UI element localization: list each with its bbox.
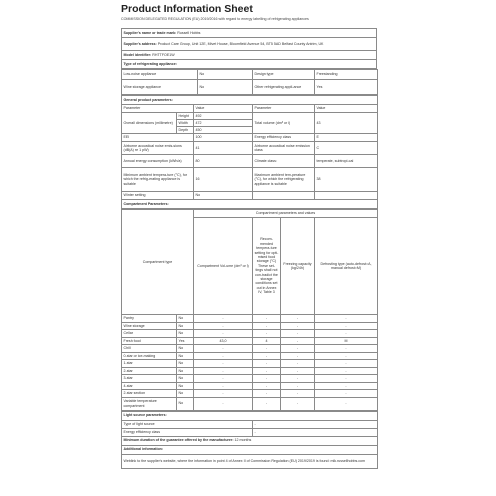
additional-info [122,454,378,468]
general-value: C [315,142,378,155]
compartment-cell: No [177,390,194,398]
compartment-cell: No [177,382,194,390]
light-param: Energy efficiency class [122,428,253,436]
type-cell: Freestanding [315,70,378,80]
model-row [122,51,377,60]
type-cell: Other refrigerating appli-ance [253,80,315,95]
compartment-cell: M [315,337,378,345]
general-value: 41 [194,142,253,155]
general-value: E [315,134,378,142]
compartment-cell: - [315,367,378,375]
general-param: Winter setting [122,192,194,200]
compartment-cell: - [194,315,253,323]
compartment-row [122,330,378,338]
compartment-cell: 3-star [122,375,177,383]
col-temperature: Recom-mended tempera-ture setting for opti-mised food storage (°C) These set-tings shall not con-tradict the storage conditions set out in Annex IV, Table 3 [253,218,281,315]
compartment-cell: - [253,375,281,383]
height-value: 492 [194,113,253,120]
compartment-cell: - [315,330,378,338]
depth-value: 450 [194,127,253,134]
additional-heading: Additional information: [122,445,378,454]
compartment-cell: - [281,360,315,368]
compartment-row [122,397,378,410]
compartment-cell: 1-star [122,360,177,368]
compartment-cell: - [253,352,281,360]
value-header: Value [315,105,378,113]
total-volume-value: 43 [315,113,378,134]
additional-text: Weblink to the supplier's website, where the information in point 4 of Annex II of Commission Regulation (EU) 2019/2019 is found: [123,458,330,463]
overall-dimensions-label: Overall dimensions (millimetre) [122,113,177,134]
compartment-cell: - [315,352,378,360]
compartment-cell: - [253,382,281,390]
compartment-cell: - [253,360,281,368]
compartment-cell: - [281,322,315,330]
type-cell: No [198,70,253,80]
compartment-cell: No [177,345,194,353]
compartment-row [122,337,378,345]
compartment-row [122,322,378,330]
compartment-cell: - [253,315,281,323]
compartment-cell: Chill [122,345,177,353]
compartment-cell: No [177,360,194,368]
height-label: Height [177,113,194,120]
compartment-cell: - [281,390,315,398]
compartment-cell: - [315,315,378,323]
light-value: - [253,428,378,436]
compartment-group-header: Compartment parameters and values [194,210,378,218]
type-cell: No [198,80,253,95]
width-label: Width [177,120,194,127]
width-value: 472 [194,120,253,127]
general-param: Airborne acoustical noise emission class [253,142,315,155]
value-header: Value [194,105,253,113]
compartment-table [121,209,378,411]
model-label: Model identifier: [123,52,152,57]
supplier-table [121,28,377,69]
guarantee-label: Minimum duration of the guarantee offered by the manufacturer: [123,438,234,443]
compartment-cell: No [177,352,194,360]
compartment-cell: No [177,397,194,410]
general-value: 38 [315,168,378,192]
light-table [121,411,378,469]
compartment-cell: Variable temperature compartment [122,397,177,410]
compartment-cell: - [253,397,281,410]
compartment-cell: - [194,375,253,383]
general-table [121,95,378,209]
col-compartment-type: Compartment type [122,210,194,315]
col-defrost: Defrosting type (auto-defrost=A, manual defrost=M) [315,218,378,315]
compartment-cell: - [194,322,253,330]
type-cell: Design type [253,70,315,80]
compartment-row [122,360,378,368]
compartment-cell: Fresh food [122,337,177,345]
compartment-cell: - [281,330,315,338]
product-info-sheet [121,0,377,496]
compartment-cell: - [253,330,281,338]
type-cell: Low-noise appliance [122,70,198,80]
compartment-row [122,382,378,390]
regulation-subtitle: COMMISSION DELEGATED REGULATION (EU) 2019/2016 with regard to energy labelling of refrigerating appliances [121,17,309,21]
compartment-cell: - [315,360,378,368]
compartment-cell: - [281,315,315,323]
general-param: Maximum ambient tem-perature (°C), for which the refrigerating appliance is suitable [253,168,315,192]
compartment-cell: - [315,397,378,410]
type-table [121,69,378,95]
light-param: Type of light source [122,420,253,428]
compartment-cell: - [315,322,378,330]
general-value: 16 [194,168,253,192]
compartment-cell: Pantry [122,315,177,323]
page-title: Product Information Sheet [121,3,253,15]
compartment-cell: - [253,367,281,375]
compartment-cell: - [281,375,315,383]
compartment-cell: - [194,367,253,375]
col-freezing: Freezing capacity (kg/24h) [281,218,315,315]
general-param: Minimum ambient tempera-ture (°C), for which the refrig-erating appliance is suitable [122,168,194,192]
general-param: Energy efficiency class [253,134,315,142]
compartment-cell: - [253,322,281,330]
compartment-cell: - [194,345,253,353]
compartment-cell: - [315,390,378,398]
supplier-address-row [122,38,377,51]
general-value: No [194,192,253,200]
compartment-row [122,375,378,383]
compartment-cell: Cellar [122,330,177,338]
compartment-cell: - [281,397,315,410]
param-header: Parameter [122,105,194,113]
param-header: Parameter [253,105,315,113]
supplier-address-value: Product Care Group, Unit 12E, Mivet House, Bloomfield Avenue 54, BT5 5AD Belfast County Antrim, UK [157,41,324,46]
compartment-cell: - [194,330,253,338]
compartment-row [122,352,378,360]
model-value: RHTTFOE1W [152,52,175,57]
compartment-heading: Compartment Parameters: [122,200,378,209]
general-value: 100 [194,134,253,142]
compartment-cell: - [281,337,315,345]
compartment-cell: 4 [253,337,281,345]
compartment-cell: - [194,360,253,368]
type-cell: Wine storage appliance [122,80,198,95]
website-link[interactable]: mlk.russellhobbs.com [330,458,366,463]
general-param: EEI [122,134,194,142]
compartment-cell: 2-star section [122,390,177,398]
general-value: 80 [194,155,253,168]
supplier-name-label: Supplier's name or trade mark: [123,30,177,35]
supplier-address-label: Supplier's address: [123,41,157,46]
guarantee-value: 12 months [234,438,252,443]
type-heading: Type of refrigerating appliance: [122,60,377,69]
compartment-cell: - [194,390,253,398]
compartment-cell: - [194,397,253,410]
compartment-cell: Wine storage [122,322,177,330]
compartment-cell: - [315,345,378,353]
general-param: Airborne acoustical noise emis-sions (dB(A) re 1 pW) [122,142,194,155]
compartment-cell: - [281,382,315,390]
compartment-cell: Yes [177,337,194,345]
light-heading: Light source parameters: [122,411,378,420]
general-value [315,192,378,200]
general-heading: General product parameters: [122,96,378,105]
compartment-cell: - [253,390,281,398]
compartment-row [122,390,378,398]
compartment-row [122,315,378,323]
compartment-cell: - [194,382,253,390]
supplier-name-value: Russell Hobbs [177,30,201,35]
compartment-cell: - [194,352,253,360]
depth-label: Depth [177,127,194,134]
compartment-cell: No [177,330,194,338]
compartment-cell: No [177,322,194,330]
compartment-row [122,345,378,353]
compartment-cell: - [281,367,315,375]
compartment-cell: No [177,367,194,375]
general-value: temperate, subtropi-cal [315,155,378,168]
compartment-cell: 43,0 [194,337,253,345]
compartment-row [122,367,378,375]
compartment-cell: - [253,345,281,353]
general-param [253,192,315,200]
total-volume-label: Total volume (dm³ or l) [253,113,315,134]
general-param: Climate class: [253,155,315,168]
compartment-cell: 4-star [122,382,177,390]
compartment-cell: No [177,375,194,383]
compartment-cell: No [177,315,194,323]
compartment-cell: - [281,345,315,353]
light-value: - [253,420,378,428]
col-volume: Compartment Vol-ume (dm³ or l) [194,218,253,315]
compartment-cell: - [281,352,315,360]
compartment-cell: 2-star [122,367,177,375]
guarantee-row [122,436,378,445]
supplier-name-row [122,29,377,38]
compartment-cell: 0-star or ice-making [122,352,177,360]
compartment-cell: - [315,382,378,390]
compartment-cell: - [315,375,378,383]
general-param: Annual energy consumption (kWh/a) [122,155,194,168]
type-cell: Yes [315,80,378,95]
